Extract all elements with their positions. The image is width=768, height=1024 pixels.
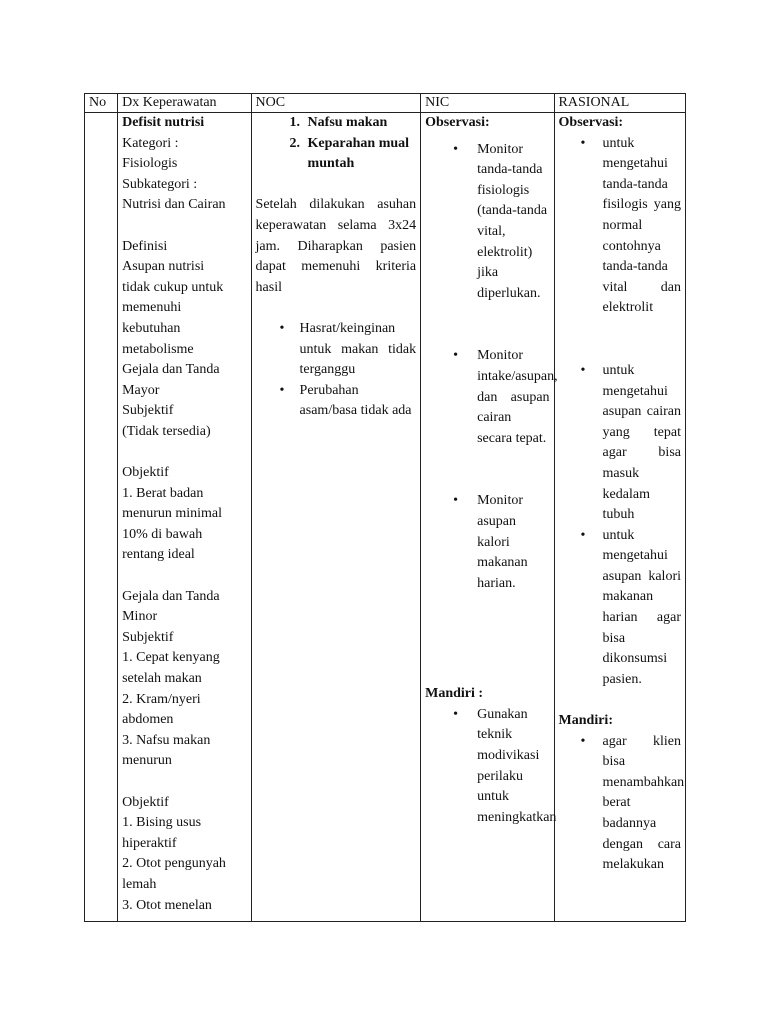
dx-line: hiperaktif — [122, 835, 177, 851]
dx-line: Gejala dan Tanda — [122, 588, 220, 604]
nursing-care-table — [84, 93, 686, 922]
cell-nic — [421, 113, 558, 922]
dx-line: Definisi — [122, 238, 168, 254]
header-nic: NIC — [421, 94, 554, 113]
dx-line: 1. Cepat kenyang — [122, 650, 220, 666]
rasional-observasi-item: • untuk mengetahui tanda-tanda fisilogis yang normal contohnya tanda-tanda vital dan elektrolit — [603, 134, 681, 319]
dx-line: 10% di bawah — [122, 526, 203, 542]
nic-observasi-list — [425, 491, 549, 594]
cell-noc — [251, 113, 421, 922]
cell-dx — [118, 113, 251, 922]
rasional-observasi-item: • untuk mengetahui asupan kalori makanan harian agar bisa dikonsumsi pasien. — [603, 526, 681, 691]
dx-line: Objektif — [122, 794, 169, 810]
rasional-observasi-list — [559, 134, 681, 319]
noc-outcome-list — [256, 113, 417, 175]
nic-mandiri-item: • Gunakan teknik modivikasi perilaku untuk meningkatkan — [477, 705, 549, 829]
dx-title: Defisit nutrisi — [122, 115, 205, 130]
rasional-observasi-list — [559, 361, 681, 691]
dx-line: 3. Otot menelan — [122, 897, 212, 913]
table-row — [85, 113, 686, 922]
dx-line: Mayor — [122, 382, 160, 398]
dx-line: setelah makan — [122, 671, 202, 687]
noc-outcome-item: 1. Nafsu makan — [304, 113, 417, 134]
dx-line: Gejala dan Tanda — [122, 362, 220, 378]
dx-line: lemah — [122, 876, 157, 892]
dx-line: kebutuhan — [122, 320, 181, 336]
nic-observasi-item: • Monitor asupan kalori makanan harian. — [477, 491, 549, 594]
nic-mandiri-list — [425, 705, 557, 829]
rasional-mandiri-heading: Mandiri: — [558, 713, 613, 729]
dx-line: abdomen — [122, 712, 174, 728]
dx-line: Minor — [122, 609, 158, 625]
header-dx: Dx Keperawatan — [118, 94, 251, 113]
header-rasional: RASIONAL — [554, 94, 685, 113]
dx-line: Objektif — [122, 465, 169, 481]
noc-paragraph: Setelah dilakukan asuhan keperawatan selama 3x24 jam. Diharapkan pasien dapat memenuhi kriteria hasil — [255, 197, 417, 295]
dx-line: Subkategori : — [122, 176, 198, 192]
nic-observasi-item: • Monitor intake/asupan, dan asupan cairan secara tepat. — [477, 346, 549, 449]
noc-criteria-item: • Perubahan asam/basa tidak ada — [300, 381, 417, 422]
dx-line: Fisiologis — [122, 156, 178, 172]
dx-line: metabolisme — [122, 341, 194, 357]
dx-line: menurun — [122, 753, 172, 769]
dx-line: 1. Bising usus — [122, 815, 202, 831]
rasional-observasi-item: • untuk mengetahui asupan cairan yang tepat agar bisa masuk kedalam tubuh — [603, 361, 681, 526]
dx-line: Subjektif — [122, 403, 174, 419]
nic-observasi-item: • Monitor tanda-tanda fisiologis (tanda-tanda vital, elektrolit) jika diperlukan. — [477, 140, 549, 305]
cell-rasional — [554, 113, 685, 922]
dx-line: Subjektif — [122, 629, 174, 645]
nic-mandiri-heading: Mandiri : — [425, 686, 484, 702]
dx-line: tidak cukup untuk — [122, 279, 224, 295]
nic-observasi-list — [425, 346, 558, 449]
cell-no — [85, 113, 118, 922]
dx-line: Nutrisi dan Cairan — [122, 197, 226, 213]
dx-line: (Tidak tersedia) — [122, 423, 211, 439]
table-header-row — [85, 94, 686, 113]
header-no: No — [85, 94, 118, 113]
nic-observasi-list — [425, 140, 549, 305]
rasional-mandiri-item: • agar klien bisa menambahkan berat badannya dengan cara melakukan — [603, 732, 681, 876]
dx-line: 2. Otot pengunyah — [122, 856, 226, 872]
document-page — [84, 93, 686, 922]
dx-line: 1. Berat badan — [122, 485, 204, 501]
dx-line: Asupan nutrisi — [122, 259, 205, 275]
rasional-mandiri-list — [559, 732, 685, 876]
dx-line: 2. Kram/nyeri — [122, 691, 201, 707]
noc-criteria-item: • Hasrat/keinginan untuk makan tidak terganggu — [300, 319, 417, 381]
dx-line: rentang ideal — [122, 547, 195, 563]
noc-criteria-list — [256, 319, 417, 422]
dx-line: 3. Nafsu makan — [122, 732, 211, 748]
nic-observasi-heading: Observasi: — [425, 115, 490, 130]
header-noc: NOC — [251, 94, 421, 113]
noc-outcome-item: 2. Keparahan mual muntah — [304, 134, 417, 175]
rasional-observasi-heading: Observasi: — [558, 115, 624, 130]
dx-line: menurun minimal — [122, 506, 223, 522]
dx-line: Kategori : — [122, 135, 179, 151]
dx-line: memenuhi — [122, 300, 182, 316]
